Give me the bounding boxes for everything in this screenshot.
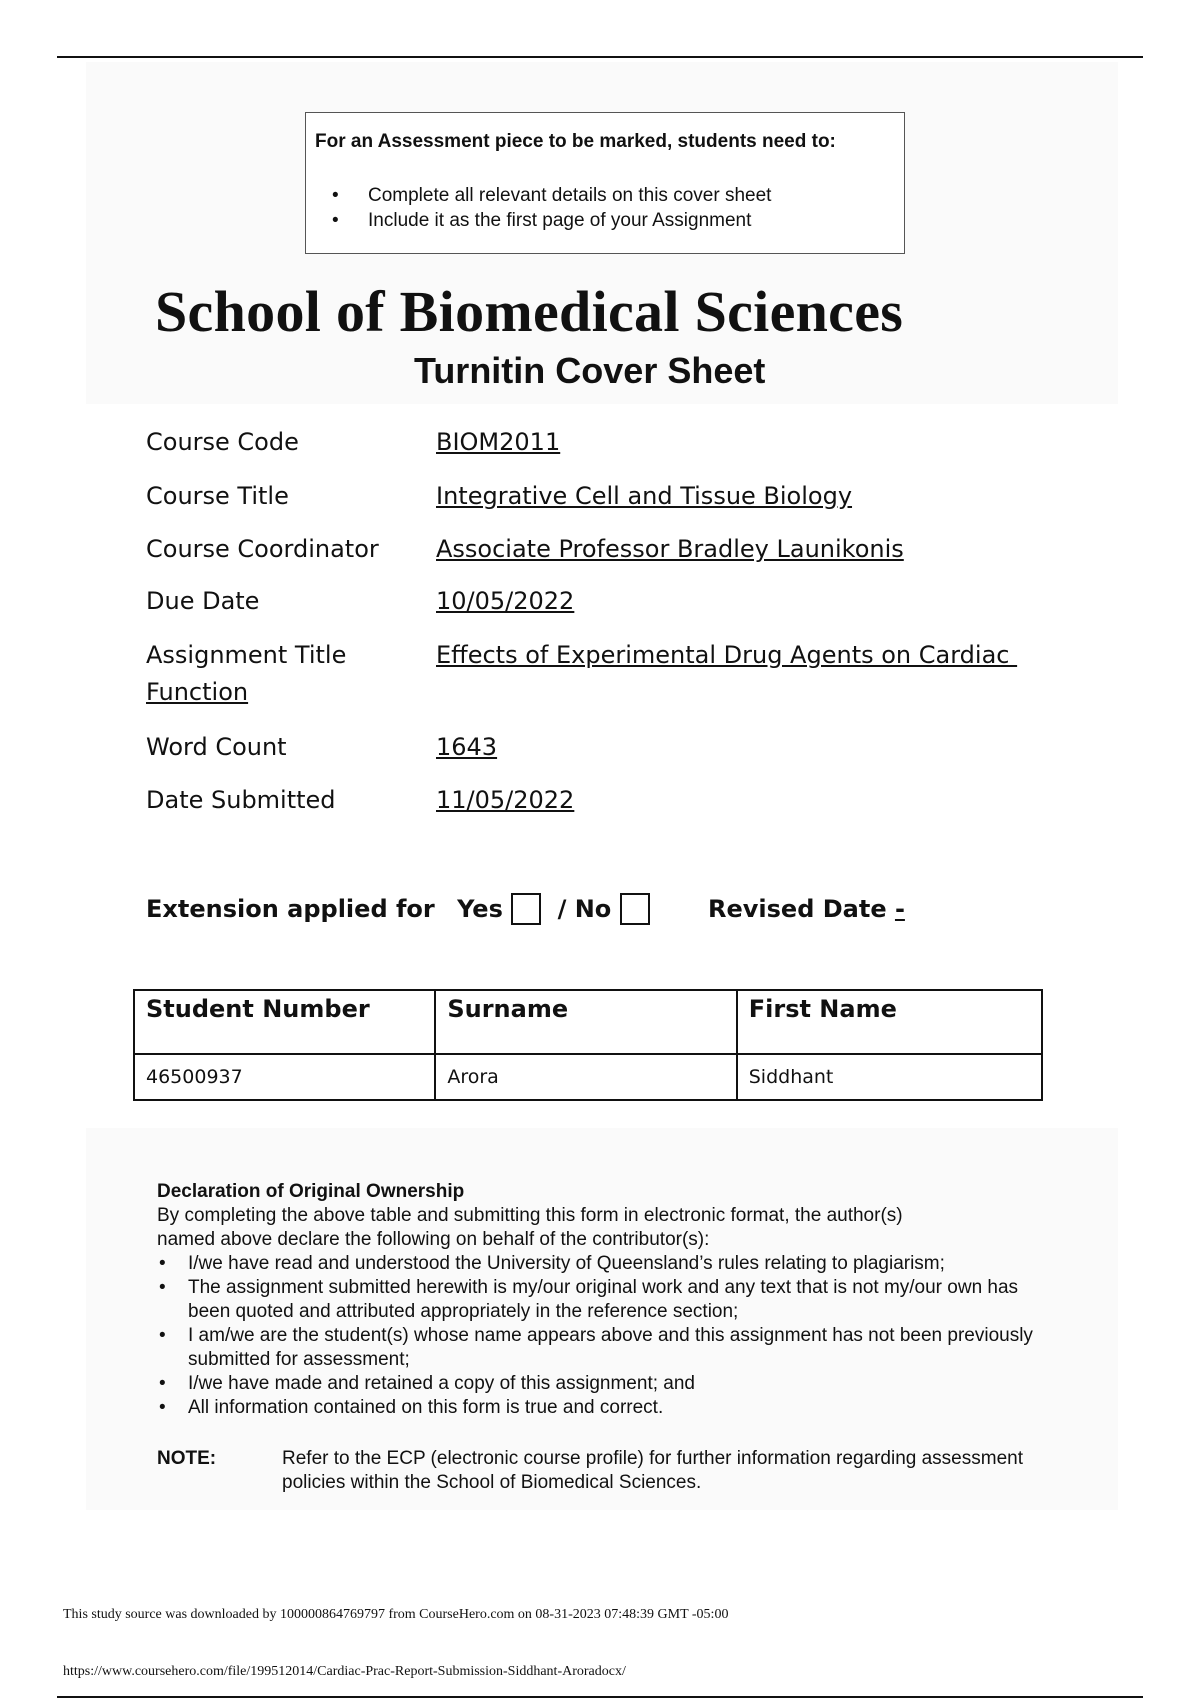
declaration-section [157,1180,1037,1420]
due-date-label: Due Date [146,587,260,615]
extension-yes-label: Yes [457,895,503,923]
school-title: School of Biomedical Sciences [155,279,904,344]
course-code-label: Course Code [146,428,299,456]
declaration-list [157,1252,1037,1420]
revised-date-value: - [894,895,905,923]
notice-item: • Complete all relevant details on this cover sheet [332,183,771,208]
first-name-header: First Name [737,990,1042,1054]
course-code-value: BIOM2011 [436,428,561,456]
list-item: • All information contained on this form is true and correct. [157,1396,1037,1420]
assignment-title-value-continued: Function [146,678,249,706]
student-number-header: Student Number [134,990,435,1054]
declaration-intro: By completing the above table and submitting this form in electronic format, the author(s) [157,1205,903,1226]
extension-no-checkbox[interactable] [620,893,650,925]
notice-heading: For an Assessment piece to be marked, students need to: [315,131,836,152]
list-item: • I am/we are the student(s) whose name appears above and this assignment has not been previously submitted for assessment; [157,1324,1037,1372]
cover-sheet-subtitle: Turnitin Cover Sheet [414,350,766,391]
notice-list [332,183,771,233]
marking-notice-box [305,112,905,254]
first-name-cell: Siddhant [737,1054,1042,1100]
word-count-value: 1643 [436,733,498,761]
note-text: Refer to the ECP (electronic course profile) for further information regarding assessment policies within the School of Biomedical Sciences. [282,1448,1023,1493]
extension-no-label: / No [557,895,612,923]
source-url[interactable]: https://www.coursehero.com/file/199512014/Cardiac-Prac-Report-Submission-Siddhant-Aroradocx/ [63,1664,626,1679]
date-submitted-label: Date Submitted [146,786,336,814]
course-title-value: Integrative Cell and Tissue Biology [436,482,853,510]
notice-item: • Include it as the first page of your Assignment [332,208,771,233]
extension-row [146,893,905,925]
list-item: • I/we have read and understood the University of Queensland’s rules relating to plagiarism; [157,1252,1037,1276]
top-rule [57,56,1143,58]
declaration-title: Declaration of Original Ownership [157,1181,465,1202]
bottom-rule [57,1696,1143,1698]
extension-label: Extension applied for [146,895,435,923]
table-header-row [134,990,1042,1054]
student-number-cell: 46500937 [134,1054,435,1100]
extension-yes-checkbox[interactable] [511,893,541,925]
course-coordinator-label: Course Coordinator [146,535,379,563]
word-count-label: Word Count [146,733,287,761]
due-date-value: 10/05/2022 [436,587,575,615]
table-row [134,1054,1042,1100]
student-details-table [133,989,1043,1101]
revised-date-label: Revised Date [708,895,887,923]
surname-header: Surname [435,990,736,1054]
list-item: • The assignment submitted herewith is my/our original work and any text that is not my/our own has been quoted and attributed appropriately in the reference section; [157,1276,1037,1324]
surname-cell: Arora [435,1054,736,1100]
download-notice: This study source was downloaded by 100000864769797 from CourseHero.com on 08-31-2023 07:48:39 GMT -05:00 [63,1607,729,1622]
assignment-title-value: Effects of Experimental Drug Agents on Cardiac [436,641,1018,669]
date-submitted-value: 11/05/2022 [436,786,575,814]
course-coordinator-value: Associate Professor Bradley Launikonis [436,535,904,563]
assignment-title-label: Assignment Title [146,641,347,669]
note-label: NOTE: [157,1448,217,1469]
course-title-label: Course Title [146,482,289,510]
declaration-intro-continued: named above declare the following on behalf of the contributor(s): [157,1229,710,1250]
list-item: • I/we have made and retained a copy of this assignment; and [157,1372,1037,1396]
